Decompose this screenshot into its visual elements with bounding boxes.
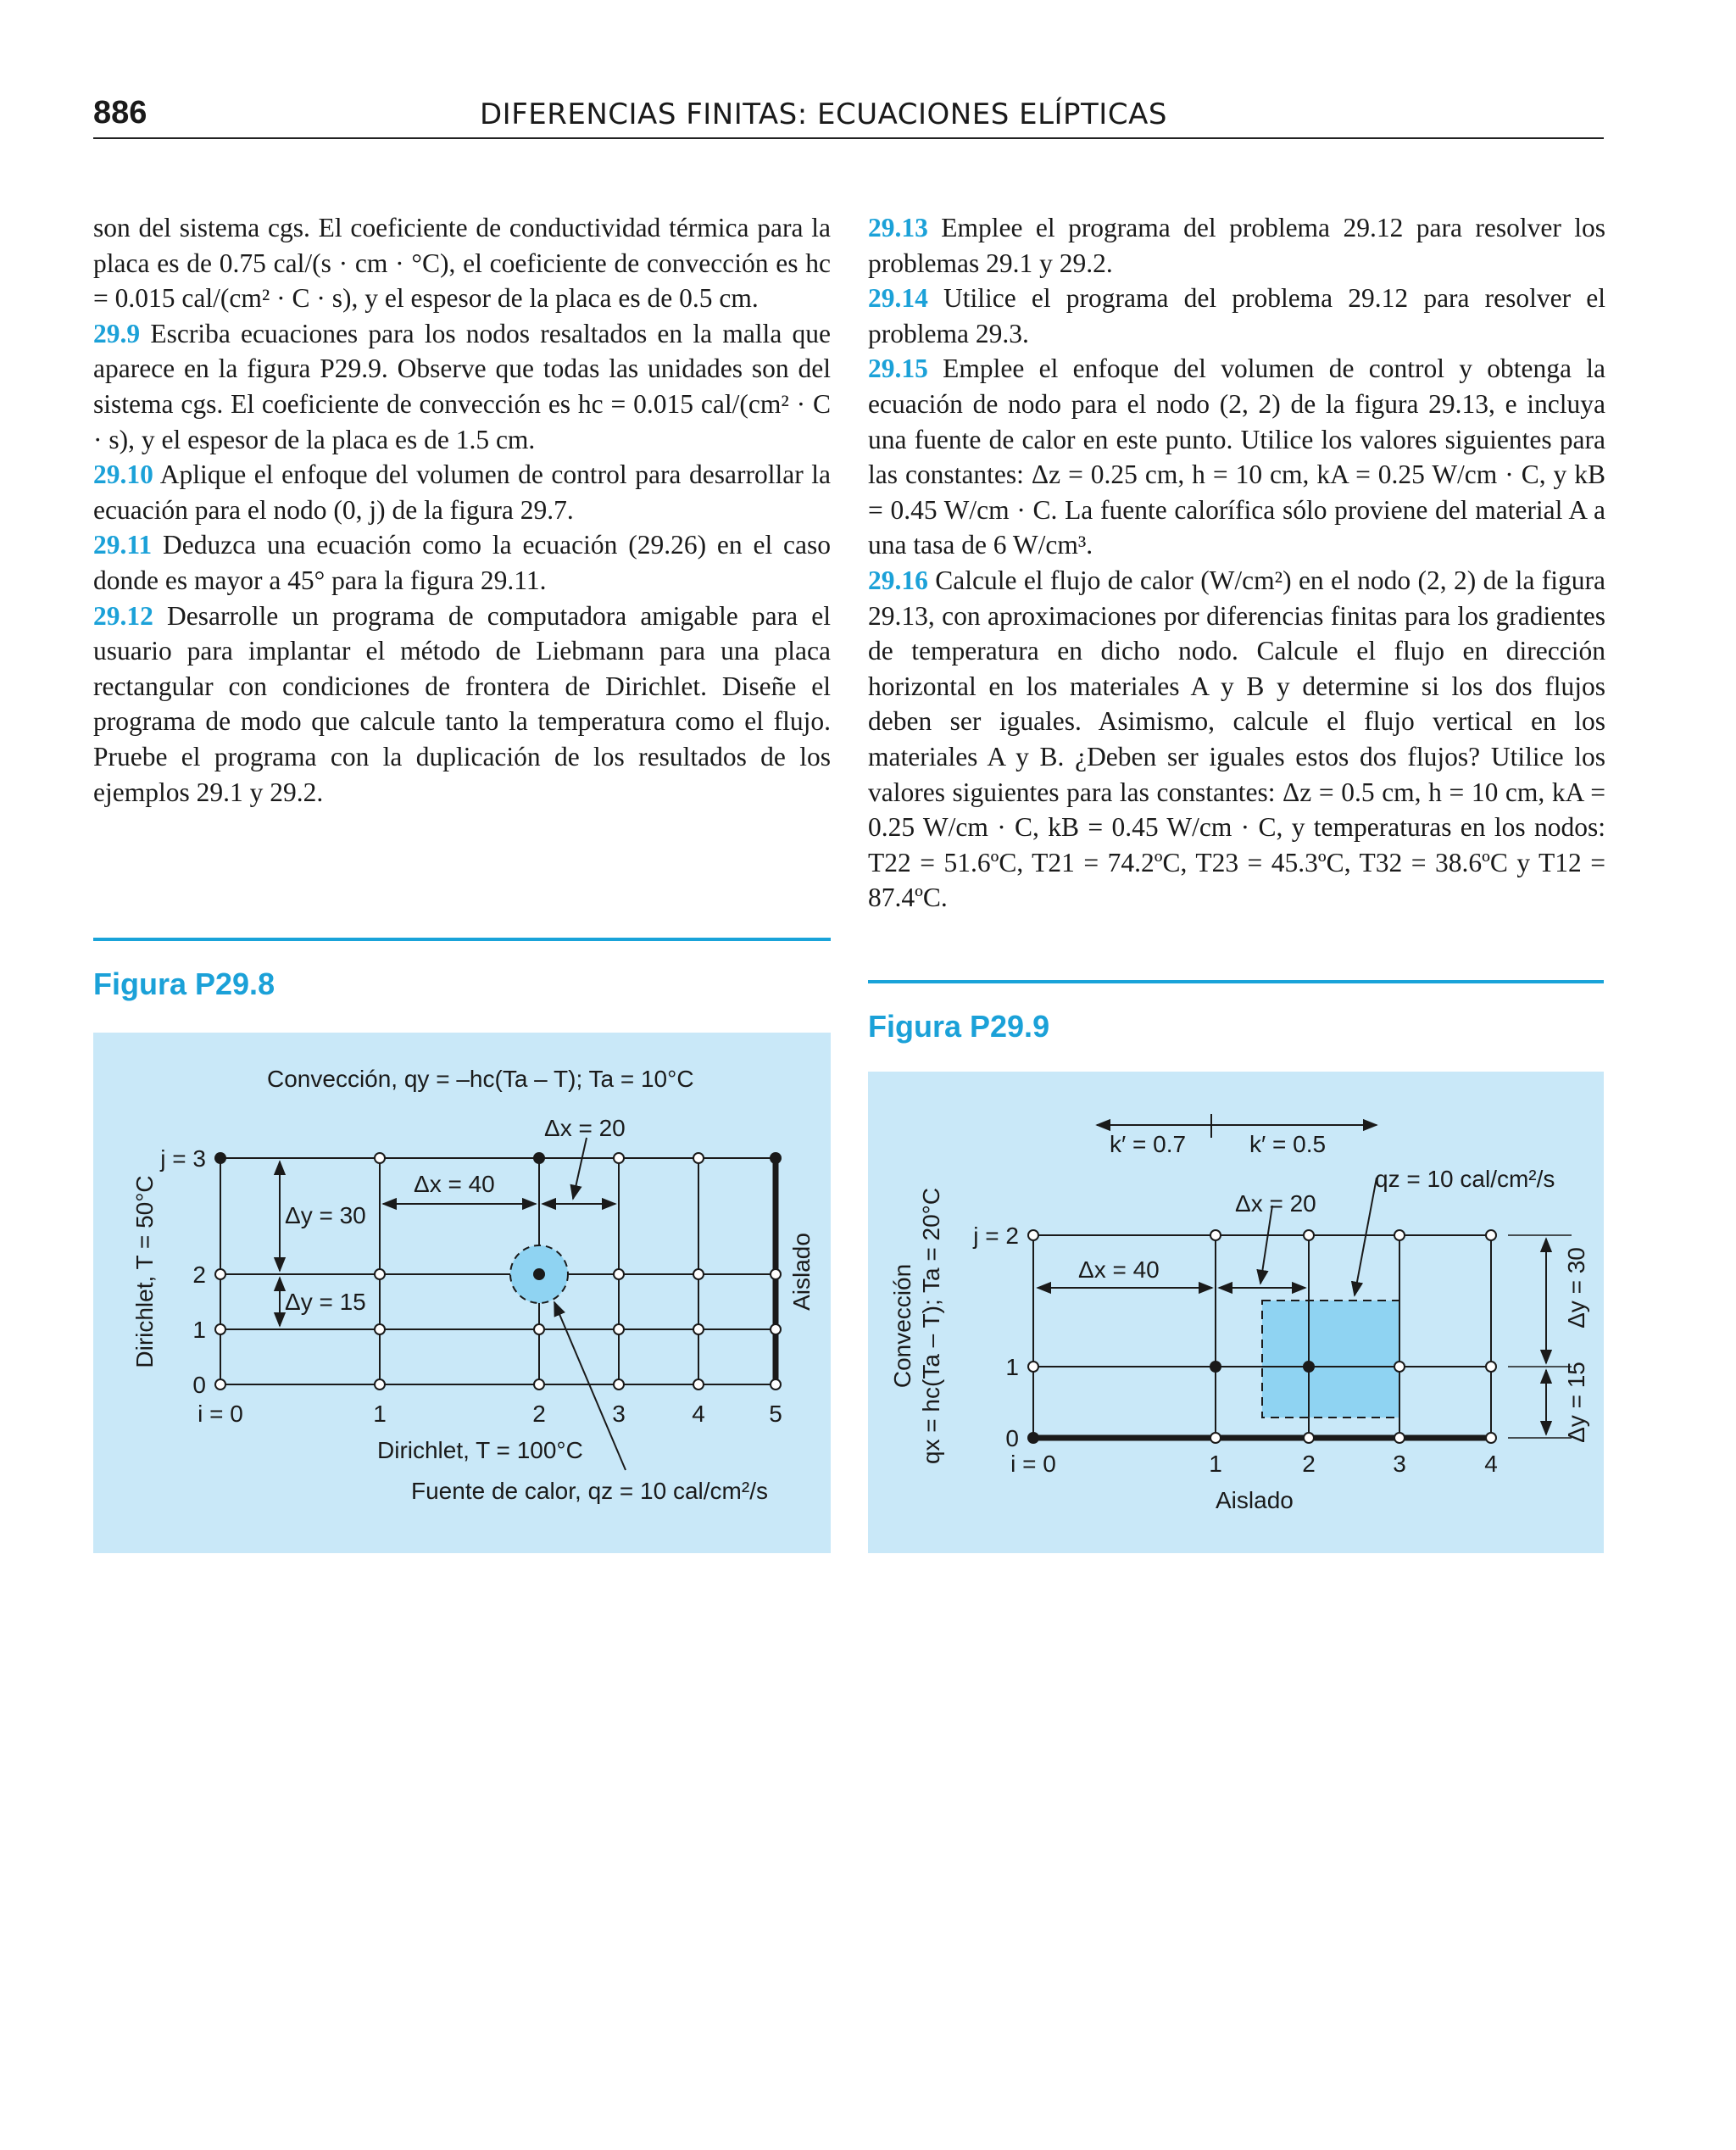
i-label: 4 <box>692 1401 705 1427</box>
figure-p29-9-diagram <box>868 1072 1604 1553</box>
right-column <box>868 210 1605 916</box>
convection-label: Convección <box>889 1263 915 1389</box>
dx20-label: Δx = 20 <box>544 1115 626 1141</box>
figure-p29-9 <box>868 1072 1604 1553</box>
figure-title: Figura P29.9 <box>868 1009 1050 1044</box>
j-label: 0 <box>1005 1425 1019 1451</box>
paragraph: son del sistema cgs. El coeficiente de conductividad térmica para la placa es de 0.75 cal/(s · cm · °C), el coeficiente de convección es hc = 0.015 cal/(cm² · C · s), y el espesor de la placa es de 0.5 cm. <box>93 213 831 314</box>
qz-label: qz = 10 cal/cm²/s <box>1375 1166 1555 1192</box>
dy15-label: Δy = 15 <box>285 1289 366 1315</box>
figure-rule <box>93 938 831 941</box>
j-label: 1 <box>192 1317 206 1343</box>
j-label: j = 3 <box>160 1145 206 1172</box>
figure-rule <box>868 980 1604 983</box>
insulated-label: Aislado <box>788 1233 815 1311</box>
i-label: 2 <box>532 1401 546 1427</box>
grid-lines <box>220 1158 776 1384</box>
problem-number: 29.14 <box>868 283 928 314</box>
header-rule <box>93 137 1604 139</box>
dx40-label: Δx = 40 <box>1078 1256 1160 1283</box>
insulated-label: Aislado <box>1216 1487 1294 1513</box>
problem-number: 29.13 <box>868 213 928 242</box>
i-label: 3 <box>1393 1451 1406 1477</box>
problem-29-13: 29.13 Emplee el programa del problema 29.12 para resolver los problemas 29.1 y 29.2. <box>868 213 1605 278</box>
problem-29-16: 29.16 Calcule el flujo de calor (W/cm²) en el nodo (2, 2) de la figura 29.13, con aproximaciones por diferencias finitas para los gradientes de temperatura en dicho nodo. Calcule el flujo en dirección horizontal en los materiales A y B y determine si los dos flujos deben ser iguales. Asimismo, calcule el flujo vertical en los materiales A y B. ¿Deben ser iguales estos dos flujos? Utilice los valores siguientes para las constantes: Δz = 0.5 cm, h = 10 cm, kA = 0.25 W/cm · C, kB = 0.45 W/cm · C, y temperaturas en los nodos: T22 = 51.6ºC, T21 = 74.2ºC, T23 = 45.3ºC, T32 = 38.6ºC y T12 = 87.4ºC. <box>868 565 1605 913</box>
problem-29-9: 29.9 Escriba ecuaciones para los nodos resaltados en la malla que aparece en la figura P29.9. Observe que todas las unidades son del sistema cgs. El coeficiente de convección es hc = 0.015 cal/(cm² · C · s), y el espesor de la placa es de 1.5 cm. <box>93 318 831 454</box>
i-label: 2 <box>1302 1451 1316 1477</box>
problem-29-15: 29.15 Emplee el enfoque del volumen de control y obtenga la ecuación de nodo para el nodo (2, 2) de la figura 29.13, e incluya una fuente de calor en este punto. Utilice los valores siguientes para las constantes: Δz = 0.25 cm, h = 10 cm, kA = 0.25 W/cm · C, y kB = 0.45 W/cm · C. La fuente calorífica sólo proviene del material A a una tasa de 6 W/cm³. <box>868 354 1606 560</box>
dirichlet-bottom-label: Dirichlet, T = 100°C <box>377 1437 583 1463</box>
j-label: 1 <box>1005 1354 1019 1380</box>
grid-nodes <box>215 1153 781 1390</box>
problem-number: 29.10 <box>93 460 153 490</box>
problem-29-14: 29.14 Utilice el programa del problema 29.12 para resolver el problema 29.3. <box>868 283 1605 348</box>
convection-formula-label: qx = hc(Ta – T); Ta = 20°C <box>918 1187 944 1465</box>
problem-number: 29.11 <box>93 530 153 560</box>
i-label: 1 <box>1209 1451 1222 1477</box>
dy30-label: Δy = 30 <box>285 1202 366 1228</box>
i-label: 5 <box>769 1401 782 1427</box>
j-label: 0 <box>192 1372 206 1398</box>
dy15-label: Δy = 15 <box>1563 1362 1589 1443</box>
i-label: i = 0 <box>1010 1451 1056 1477</box>
control-volume-region <box>1262 1301 1399 1418</box>
dy30-label: Δy = 30 <box>1563 1247 1589 1328</box>
j-label: 2 <box>192 1262 206 1288</box>
problem-29-12: 29.12 Desarrolle un programa de computadora amigable para el usuario para implantar el método de Liebmann para una placa rectangular con condiciones de frontera de Dirichlet. Diseñe el programa de modo que calcule tanto la temperatura como el flujo. Pruebe el programa con la duplicación de los resultados de los ejemplos 29.1 y 29.2. <box>93 600 831 807</box>
k-left-label: k′ = 0.7 <box>1110 1131 1187 1157</box>
dirichlet-left-label: Dirichlet, T = 50°C <box>131 1175 158 1368</box>
problem-number: 29.12 <box>93 600 153 631</box>
convection-label: Convección, qy = –hc(Ta – T); Ta = 10°C <box>267 1066 694 1092</box>
problem-number: 29.16 <box>868 565 928 595</box>
i-label: i = 0 <box>198 1401 243 1427</box>
i-label: 3 <box>612 1401 626 1427</box>
figure-p29-8-diagram <box>93 1033 831 1553</box>
problem-number: 29.9 <box>93 318 141 348</box>
problem-29-11: 29.11 Deduzca una ecuación como la ecuación (29.26) en el caso donde es mayor a 45° para la figura 29.11. <box>93 530 832 595</box>
k-right-label: k′ = 0.5 <box>1249 1131 1327 1157</box>
i-label: 4 <box>1484 1451 1498 1477</box>
page-number: 886 <box>93 95 147 131</box>
j-label: j = 2 <box>973 1223 1019 1249</box>
i-label: 1 <box>373 1401 387 1427</box>
problem-number: 29.15 <box>868 354 928 384</box>
figure-title: Figura P29.8 <box>93 966 275 1001</box>
left-column <box>93 210 831 810</box>
heat-source-label: Fuente de calor, qz = 10 cal/cm²/s <box>411 1478 768 1504</box>
dx40-label: Δx = 40 <box>414 1171 495 1197</box>
dx20-label: Δx = 20 <box>1235 1190 1316 1217</box>
running-head: DIFERENCIAS FINITAS: ECUACIONES ELÍPTICAS <box>480 97 1167 131</box>
figure-p29-8 <box>93 1033 831 1553</box>
problem-29-10: 29.10 Aplique el enfoque del volumen de control para desarrollar la ecuación para el nodo (0, j) de la figura 29.7. <box>93 460 832 525</box>
